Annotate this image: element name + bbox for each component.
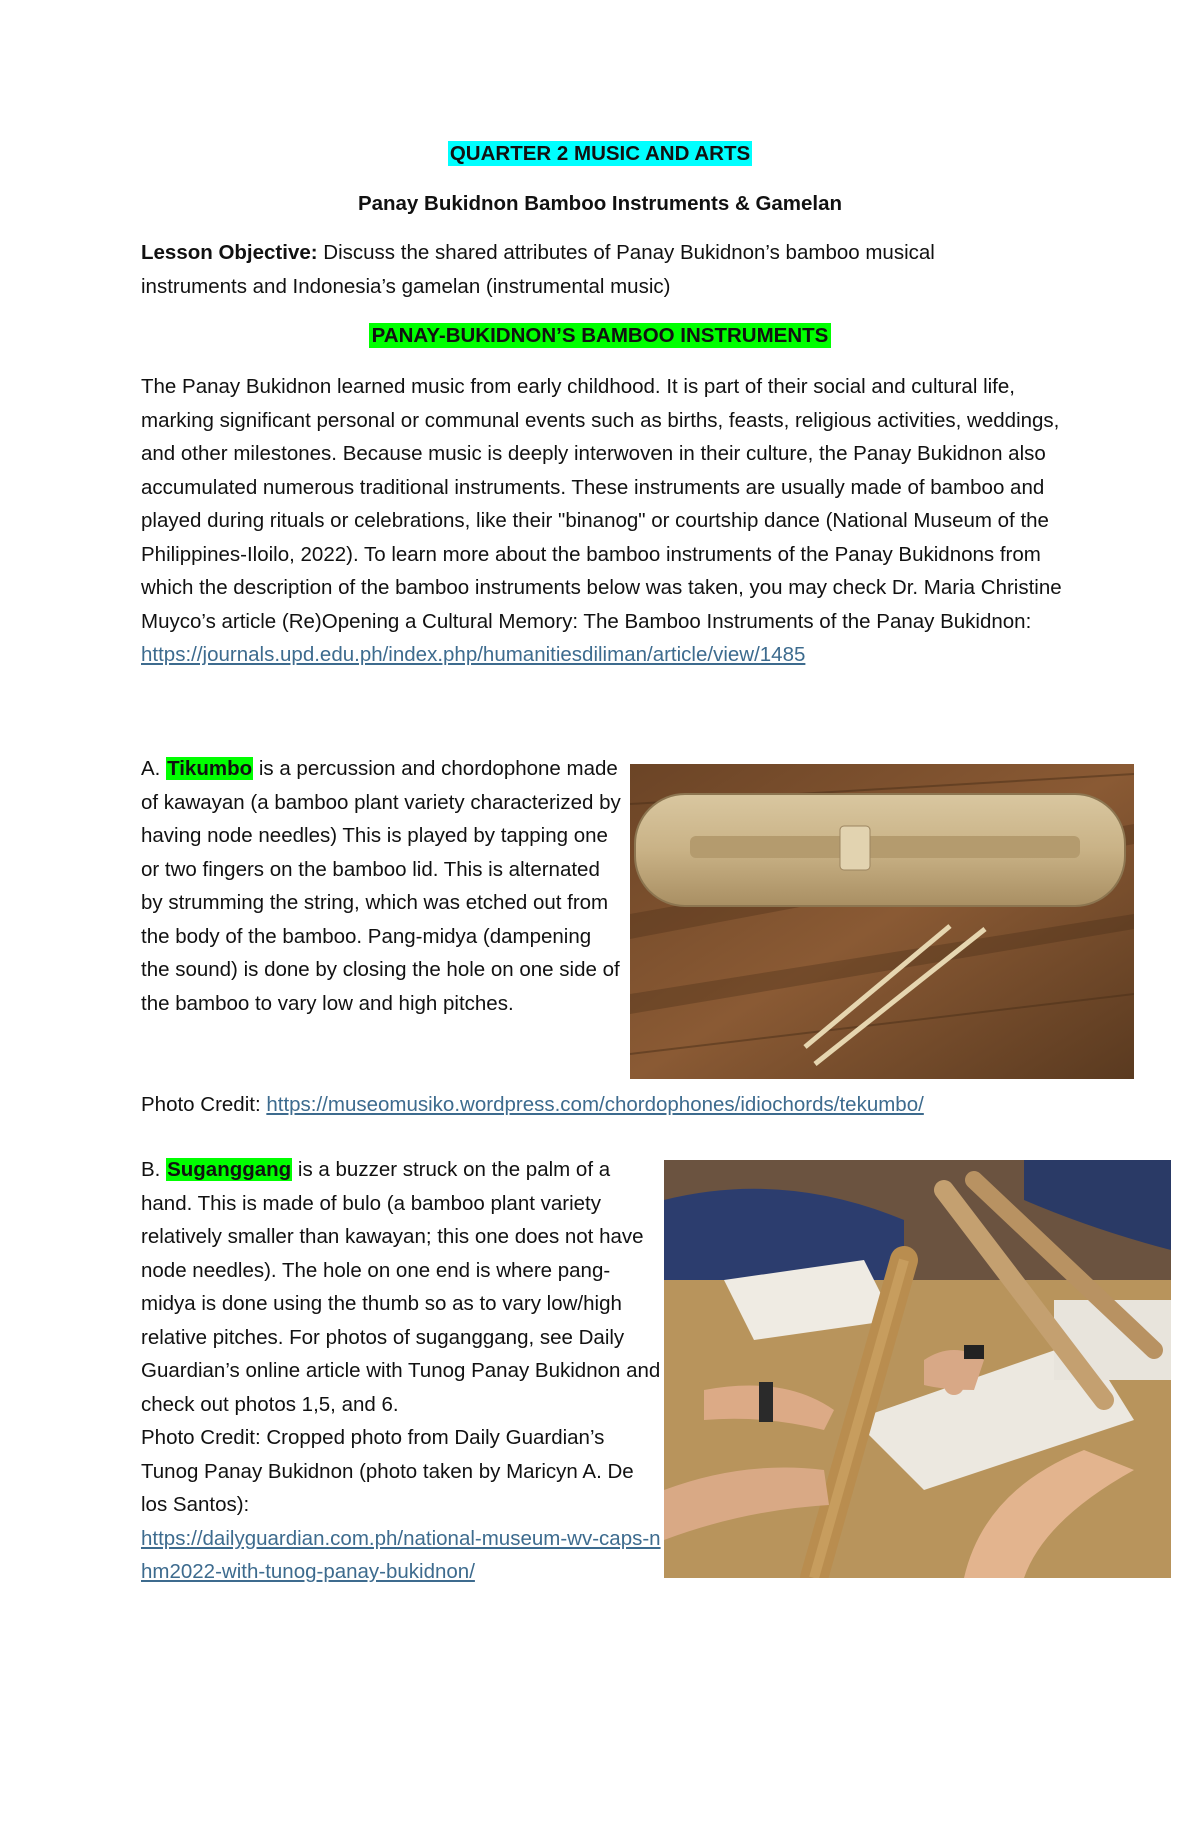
lesson-subtitle: Panay Bukidnon Bamboo Instruments & Gamelan bbox=[357, 192, 843, 215]
instrument-a-paragraph bbox=[141, 752, 621, 1020]
article-link[interactable]: https://journals.upd.edu.ph/index.php/humanitiesdiliman/article/view/1485 bbox=[141, 643, 806, 666]
lesson-objective bbox=[141, 236, 1041, 303]
intro-paragraph bbox=[141, 370, 1081, 672]
instrument-a-credit-link[interactable]: https://museomusiko.wordpress.com/chordophones/idiochords/tekumbo/ bbox=[266, 1093, 924, 1116]
instrument-a-description: is a percussion and chordophone made of kawayan (a bamboo plant variety characterized by having node needles) This is played by tapping one or two fingers on the bamboo lid. This is alternated by strumming the string, which was etched out from the body of the bamboo. Pang-midya (dampening the sound) is done by closing the hole on one side of the bamboo to vary low and high pitches. bbox=[141, 757, 621, 1015]
instrument-b-credit-link[interactable]: https://dailyguardian.com.ph/national-museum-wv-caps-nhm2022-with-tunog-panay-bukidnon/ bbox=[141, 1526, 661, 1583]
instrument-b-prefix: B. bbox=[141, 1158, 167, 1181]
tikumbo-photo bbox=[630, 764, 1134, 1079]
instrument-a-prefix: A. bbox=[141, 757, 167, 780]
instrument-b-name: Suganggang bbox=[167, 1158, 292, 1181]
quarter-title: QUARTER 2 MUSIC AND ARTS bbox=[449, 142, 751, 165]
instrument-a-credit bbox=[141, 1088, 1141, 1122]
quarter-title-line bbox=[0, 142, 1200, 166]
section-heading: PANAY-BUKIDNON’S BAMBOO INSTRUMENTS bbox=[369, 323, 832, 348]
suganggang-photo bbox=[664, 1160, 1171, 1578]
instrument-b-description: is a buzzer struck on the palm of a hand. This is made of bulo (a bamboo plant variety relatively smaller than kawayan; this one does not have node needles). The hole on one end is where pang-midya is done using the thumb so as to vary low/high relative pitches. For photos of suganggang, see Daily Guardian’s online article with Tunog Panay Bukidnon and check out photos 1,5, and 6. bbox=[141, 1158, 661, 1416]
instrument-b-paragraph bbox=[141, 1153, 661, 1589]
instrument-a-credit-label: Photo Credit: bbox=[141, 1093, 267, 1116]
instrument-b-credit: Photo Credit: Cropped photo from Daily Guardian’s Tunog Panay Bukidnon (photo taken by Maricyn A. De los Santos): bbox=[141, 1426, 634, 1516]
section-heading-line bbox=[0, 324, 1200, 348]
instrument-a-name: Tikumbo bbox=[167, 757, 253, 780]
objective-text: Discuss the shared attributes of Panay Bukidnon’s bamboo musical instruments and Indonesia’s gamelan (instrumental music) bbox=[141, 241, 935, 298]
intro-text: The Panay Bukidnon learned music from early childhood. It is part of their social and cultural life, marking significant personal or communal events such as births, feasts, religious activities, weddings, and other milestones. Because music is deeply interwoven in their culture, the Panay Bukidnon also accumulated numerous traditional instruments. These instruments are usually made of bamboo and played during rituals or celebrations, like their "binanog" or courtship dance (National Museum of the Philippines-Iloilo, 2022). To learn more about the bamboo instruments of the Panay Bukidnons from which the description of the bamboo instruments below was taken, you may check Dr. Maria Christine Muyco’s article (Re)Opening a Cultural Memory: The Bamboo Instruments of the Panay Bukidnon: bbox=[141, 375, 1062, 633]
objective-label: Lesson Objective: bbox=[141, 241, 318, 264]
